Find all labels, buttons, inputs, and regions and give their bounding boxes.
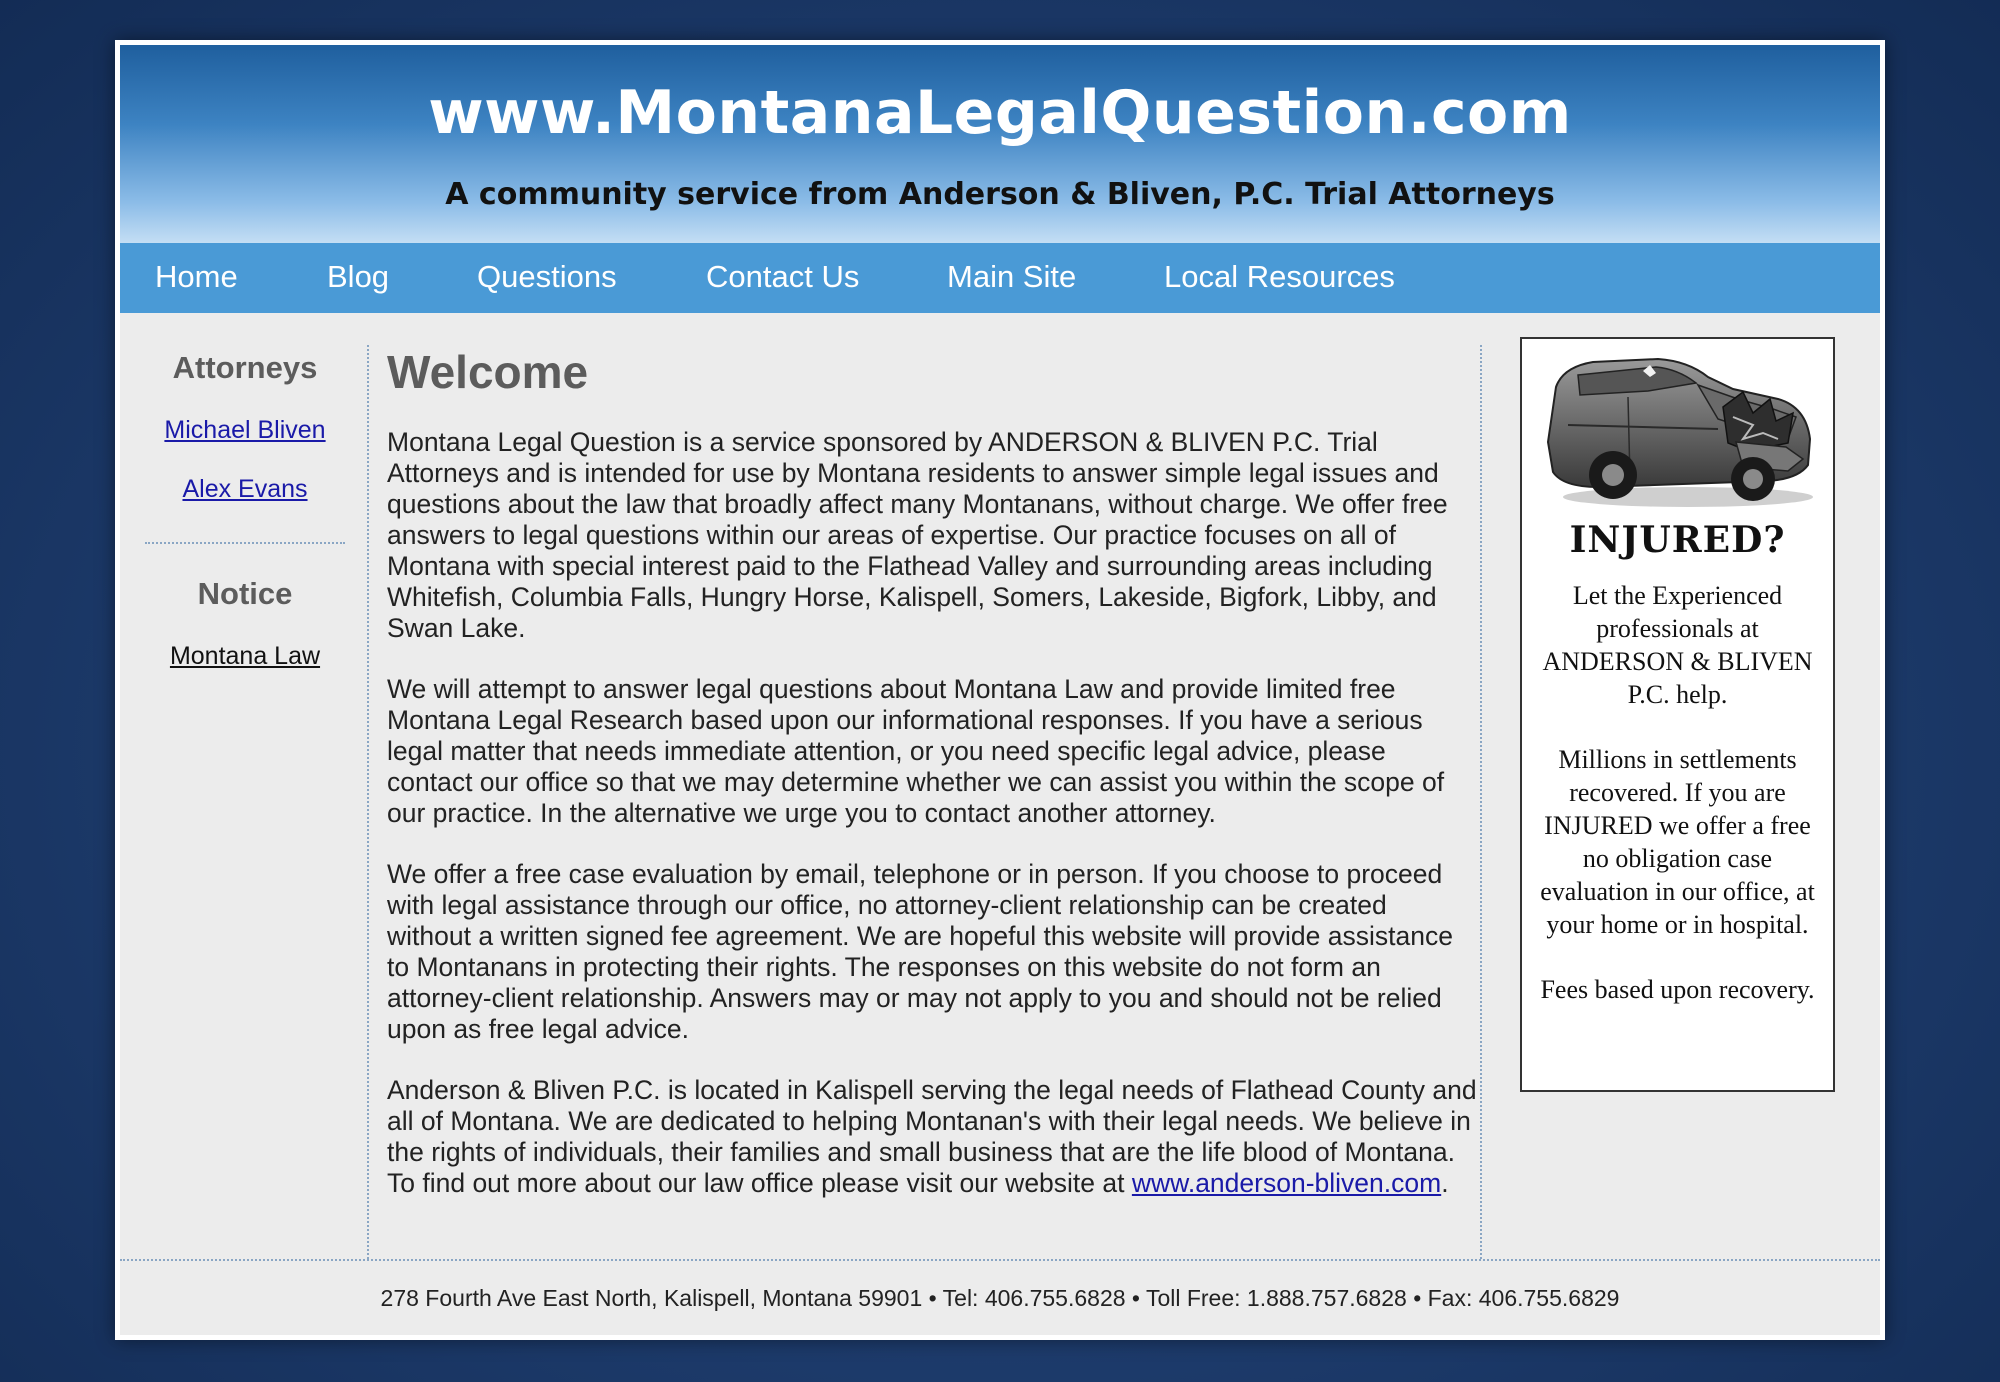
content-paragraph-last xyxy=(387,1075,1477,1199)
last-paragraph-text: Anderson & Bliven P.C. is located in Kalispell serving the legal needs of Flathead County and all of Montana. We are dedicated to helping Montanan's with their legal needs. We believe in the rights of individuals, their families and small business that are the life blood of Montana. To find out more about our law office please visit our website at xyxy=(387,1075,1477,1198)
nav-contact-us[interactable]: Contact Us xyxy=(706,259,860,294)
content-paragraph: We offer a free case evaluation by email, telephone or in person. If you choose to proceed with legal assistance through our office, no attorney-client relationship can be created without a written signed fee agreement. We are hopeful this website will provide assistance to Montanans in protecting their rights. The responses on this website do not form an attorney-client relationship. Answers may or may not apply to you and should not be relied upon as free legal advice. xyxy=(387,859,1453,1044)
nav-main-site[interactable]: Main Site xyxy=(947,259,1077,294)
nav-blog[interactable]: Blog xyxy=(327,259,390,294)
main-content xyxy=(387,345,1477,1229)
attorneys-heading: Attorneys xyxy=(172,350,318,385)
content-paragraph: Montana Legal Question is a service sponsored by ANDERSON & BLIVEN P.C. Trial Attorneys and is intended for use by Montana residents to answer simple legal issues and questions about the law that broadly affect many Montanans, without charge. We offer free answers to legal questions within our areas of expertise. Our practice focuses on all of Montana with special interest paid to the Flathead Valley and surrounding areas including Whitefish, Columbia Falls, Hungry Horse, Kalispell, Somers, Lakeside, Bigfork, Libby, and Swan Lake. xyxy=(387,427,1448,643)
ad-text-fees: Fees based upon recovery. xyxy=(1540,975,1815,1004)
nav-home[interactable]: Home xyxy=(155,259,238,294)
website-link[interactable]: www.anderson-bliven.com xyxy=(1131,1168,1442,1198)
nav-local-resources[interactable]: Local Resources xyxy=(1164,259,1395,294)
content-paragraph: We will attempt to answer legal questions about Montana Law and provide limited free Montana Legal Research based upon our informational responses. If you have a serious legal matter that needs immediate attention, or you need specific legal advice, please contact our office so that we may determine whether we can assist you within the scope of our practice. In the alternative we urge you to contact another attorney. xyxy=(387,674,1445,828)
sidebar-divider xyxy=(145,542,345,544)
footer-contact: 278 Fourth Ave East North, Kalispell, Montana 59901 • Tel: 406.755.6828 • Toll Free: 1.888.757.6828 • Fax: 406.755.6829 xyxy=(380,1285,1620,1311)
footer-divider xyxy=(120,1259,1880,1261)
content-right-divider xyxy=(1480,345,1482,1259)
page-container xyxy=(115,40,1885,1340)
attorney-link-michael-bliven[interactable]: Michael Bliven xyxy=(164,416,326,444)
notice-link-montana-law[interactable]: Montana Law xyxy=(169,642,321,670)
nav-questions[interactable]: Questions xyxy=(477,259,617,294)
injury-ad[interactable] xyxy=(1520,337,1835,1092)
ad-text-intro: Let the Experienced professionals at ANDERSON & BLIVEN P.C. help. xyxy=(1542,581,1813,709)
ad-text-settlements: Millions in settlements recovered. If you are INJURED we offer a free no obligation case evaluation in our office, at your home or in hospital. xyxy=(1540,745,1815,939)
site-tagline: A community service from Anderson & Bliven, P.C. Trial Attorneys xyxy=(445,177,1555,212)
ad-headline: INJURED? xyxy=(1569,519,1786,561)
last-paragraph-end: . xyxy=(1441,1168,1449,1198)
left-sidebar xyxy=(145,350,345,671)
wrecked-car-icon xyxy=(1522,347,1833,517)
main-nav xyxy=(120,243,1880,313)
page-title: Welcome xyxy=(387,346,589,398)
site-header xyxy=(120,45,1880,243)
site-title[interactable]: www.MontanaLegalQuestion.com xyxy=(428,78,1572,148)
attorney-link-alex-evans[interactable]: Alex Evans xyxy=(182,475,308,503)
content-left-divider xyxy=(367,345,369,1259)
notice-heading: Notice xyxy=(197,576,293,611)
